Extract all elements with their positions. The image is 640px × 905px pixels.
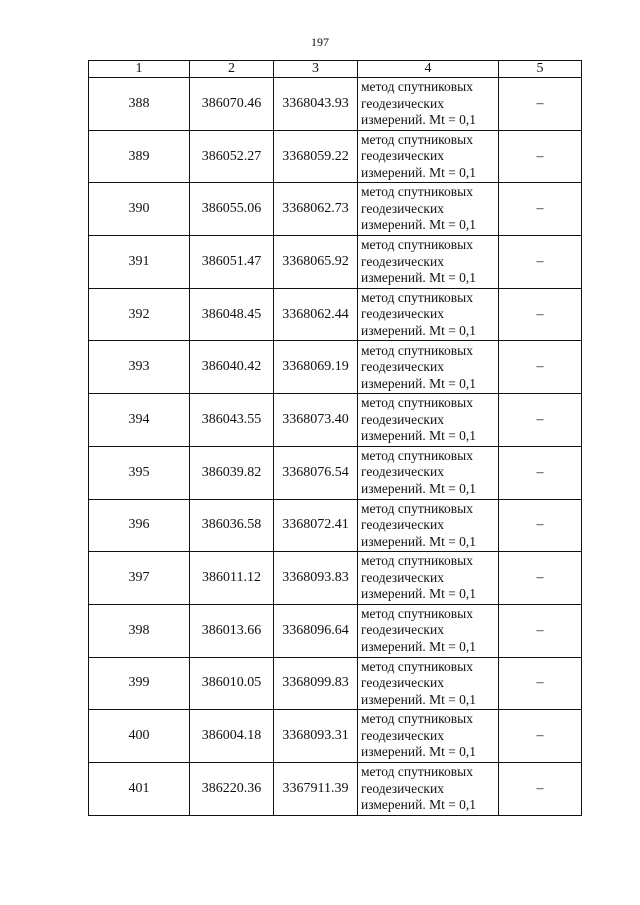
method-cell (358, 446, 499, 499)
method-line: измерений. Mt = 0,1 (361, 638, 477, 654)
method-line: измерений. Mt = 0,1 (361, 322, 477, 338)
method-line: метод спутниковых (361, 447, 473, 463)
x-coordinate-cell: 386010.05 (190, 657, 274, 710)
method-cell (358, 341, 499, 394)
method-line: метод спутниковых (361, 658, 473, 674)
table-row (89, 394, 582, 447)
method-line: измерений. Mt = 0,1 (361, 217, 477, 233)
method-line: метод спутниковых (361, 184, 473, 200)
method-line: измерений. Mt = 0,1 (361, 744, 477, 760)
y-coordinate-cell: 3368096.64 (274, 604, 358, 657)
method-cell (358, 552, 499, 605)
y-coordinate-cell: 3368069.19 (274, 341, 358, 394)
method-line: измерений. Mt = 0,1 (361, 797, 477, 813)
method-line: метод спутниковых (361, 500, 473, 516)
point-number-cell: 394 (89, 394, 190, 447)
method-cell (358, 130, 499, 183)
method-line: измерений. Mt = 0,1 (361, 533, 477, 549)
y-coordinate-cell: 3368073.40 (274, 394, 358, 447)
note-cell: – (499, 499, 582, 552)
x-coordinate-cell: 386039.82 (190, 446, 274, 499)
method-line: геодезических (361, 780, 444, 796)
x-coordinate-cell: 386011.12 (190, 552, 274, 605)
table-row (89, 604, 582, 657)
x-coordinate-cell: 386052.27 (190, 130, 274, 183)
table-row (89, 552, 582, 605)
method-line: геодезических (361, 359, 444, 375)
method-cell (358, 657, 499, 710)
note-cell: – (499, 552, 582, 605)
method-cell (358, 78, 499, 131)
point-number-cell: 388 (89, 78, 190, 131)
method-line: метод спутниковых (361, 342, 473, 358)
table-row (89, 183, 582, 236)
table-row (89, 762, 582, 815)
method-cell (358, 183, 499, 236)
point-number-cell: 395 (89, 446, 190, 499)
point-number-cell: 401 (89, 762, 190, 815)
table-row (89, 341, 582, 394)
method-line: геодезических (361, 253, 444, 269)
method-line: метод спутниковых (361, 131, 473, 147)
x-coordinate-cell: 386048.45 (190, 288, 274, 341)
column-header-2: 2 (190, 61, 274, 78)
method-line: геодезических (361, 517, 444, 533)
y-coordinate-cell: 3368099.83 (274, 657, 358, 710)
method-line: измерений. Mt = 0,1 (361, 480, 477, 496)
method-line: геодезических (361, 306, 444, 322)
note-cell: – (499, 657, 582, 710)
x-coordinate-cell: 386055.06 (190, 183, 274, 236)
column-header-1: 1 (89, 61, 190, 78)
y-coordinate-cell: 3368043.93 (274, 78, 358, 131)
x-coordinate-cell: 386040.42 (190, 341, 274, 394)
method-line: геодезических (361, 675, 444, 691)
y-coordinate-cell: 3368093.31 (274, 710, 358, 763)
method-line: метод спутниковых (361, 237, 473, 253)
table-row (89, 236, 582, 289)
method-line: геодезических (361, 95, 444, 111)
note-cell: – (499, 762, 582, 815)
method-line: метод спутниковых (361, 711, 473, 727)
table-row (89, 657, 582, 710)
method-line: геодезических (361, 622, 444, 638)
y-coordinate-cell: 3368072.41 (274, 499, 358, 552)
x-coordinate-cell: 386036.58 (190, 499, 274, 552)
y-coordinate-cell: 3368062.44 (274, 288, 358, 341)
method-cell (358, 604, 499, 657)
y-coordinate-cell: 3368065.92 (274, 236, 358, 289)
note-cell: – (499, 341, 582, 394)
method-cell (358, 499, 499, 552)
note-cell: – (499, 78, 582, 131)
y-coordinate-cell: 3368062.73 (274, 183, 358, 236)
note-cell: – (499, 446, 582, 499)
point-number-cell: 391 (89, 236, 190, 289)
column-header-3: 3 (274, 61, 358, 78)
table-row (89, 446, 582, 499)
method-line: измерений. Mt = 0,1 (361, 112, 477, 128)
point-number-cell: 399 (89, 657, 190, 710)
method-line: геодезических (361, 727, 444, 743)
note-cell: – (499, 394, 582, 447)
method-line: измерений. Mt = 0,1 (361, 270, 477, 286)
table-body (89, 78, 582, 816)
x-coordinate-cell: 386004.18 (190, 710, 274, 763)
table-row (89, 710, 582, 763)
header-row (89, 61, 582, 78)
y-coordinate-cell: 3368059.22 (274, 130, 358, 183)
method-cell (358, 762, 499, 815)
method-line: измерений. Mt = 0,1 (361, 375, 477, 391)
method-line: метод спутниковых (361, 605, 473, 621)
coordinates-table (88, 60, 582, 816)
method-line: метод спутниковых (361, 764, 473, 780)
table-row (89, 130, 582, 183)
method-line: метод спутниковых (361, 553, 473, 569)
x-coordinate-cell: 386013.66 (190, 604, 274, 657)
method-line: измерений. Mt = 0,1 (361, 164, 477, 180)
point-number-cell: 389 (89, 130, 190, 183)
method-cell (358, 288, 499, 341)
point-number-cell: 397 (89, 552, 190, 605)
method-line: геодезических (361, 148, 444, 164)
column-header-4: 4 (358, 61, 499, 78)
method-cell (358, 394, 499, 447)
note-cell: – (499, 130, 582, 183)
table-row (89, 78, 582, 131)
method-line: геодезических (361, 569, 444, 585)
x-coordinate-cell: 386220.36 (190, 762, 274, 815)
method-line: метод спутниковых (361, 289, 473, 305)
note-cell: – (499, 604, 582, 657)
method-line: измерений. Mt = 0,1 (361, 428, 477, 444)
method-line: геодезических (361, 411, 444, 427)
point-number-cell: 392 (89, 288, 190, 341)
x-coordinate-cell: 386051.47 (190, 236, 274, 289)
note-cell: – (499, 288, 582, 341)
page-number: 197 (311, 35, 329, 49)
point-number-cell: 398 (89, 604, 190, 657)
column-header-5: 5 (499, 61, 582, 78)
note-cell: – (499, 183, 582, 236)
method-line: метод спутниковых (361, 395, 473, 411)
y-coordinate-cell: 3368076.54 (274, 446, 358, 499)
point-number-cell: 396 (89, 499, 190, 552)
table-row (89, 288, 582, 341)
method-line: измерений. Mt = 0,1 (361, 691, 477, 707)
method-line: геодезических (361, 200, 444, 216)
method-line: измерений. Mt = 0,1 (361, 586, 477, 602)
note-cell: – (499, 236, 582, 289)
y-coordinate-cell: 3368093.83 (274, 552, 358, 605)
method-line: геодезических (361, 464, 444, 480)
x-coordinate-cell: 386070.46 (190, 78, 274, 131)
point-number-cell: 390 (89, 183, 190, 236)
table-header (89, 61, 582, 78)
method-cell (358, 710, 499, 763)
x-coordinate-cell: 386043.55 (190, 394, 274, 447)
point-number-cell: 393 (89, 341, 190, 394)
method-cell (358, 236, 499, 289)
method-line: метод спутниковых (361, 79, 473, 95)
note-cell: – (499, 710, 582, 763)
table-row (89, 499, 582, 552)
y-coordinate-cell: 3367911.39 (274, 762, 358, 815)
point-number-cell: 400 (89, 710, 190, 763)
